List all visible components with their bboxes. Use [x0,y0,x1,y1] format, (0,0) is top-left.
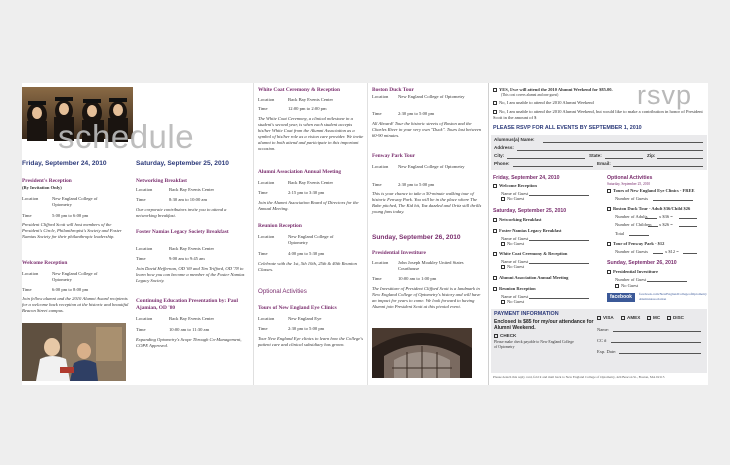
location-label: Location [258,97,275,102]
event-description: Tour New England Eye clinics to learn how the College's patient care and clinical subsidiary has grown. [258,336,364,347]
cc-exp-field[interactable] [619,353,701,354]
checkbox-icon [667,316,671,320]
num-adults-field[interactable] [645,218,657,219]
mailing-instructions: Please detach this reply card, fold it and mail back to New England College of Optometry, 424 Beacon St., Boston, MA 02115 [493,375,665,379]
rsvp-option-yes-label: YES, I/we will attend the 2010 Alumni Weekend for $85.00. [499,87,613,92]
event-location: Back Bay Events Center [169,246,215,251]
event-time: 6:00 pm to 8:00 pm [52,287,89,292]
fenway-guests-label: Number of Guests [615,249,648,254]
time-label: Time [372,276,382,281]
state-field[interactable] [605,158,643,159]
amex-label: AMEX [627,315,641,320]
checkbox-icon [493,218,497,222]
event-time: 2:30 pm to 5:00 pm [398,182,435,187]
rsvp-day-friday: Friday, September 24, 2010 [493,175,560,181]
visa-option[interactable] [597,315,614,320]
state-label: State: [589,153,602,158]
event-time: 8:30 am to 10:00 am [169,197,208,202]
email-field[interactable] [613,166,703,167]
event-description: Join the Alumni Association Board of Directors for the Annual Meeting. [258,200,359,211]
guest-name-label: Name of Guest [501,294,529,299]
rsvp-investiture[interactable] [607,269,658,274]
event-description: Expanding Optometry's Scope Through Co-Management, COPE Approved. [136,337,242,348]
total-label: Total [615,231,625,236]
event-location: New England College of Optometry [52,271,98,282]
checkbox-icon [647,316,651,320]
rsvp-fenway-label: Tour of Fenway Park - $12 [613,241,665,246]
guest-name-field[interactable] [529,195,589,196]
event-location: Back Bay Events Center [169,316,215,321]
event-title: Fenway Park Tour [372,153,416,159]
num-guest-label: Number of Guest [615,277,647,282]
event-location: Back Bay Events Center [169,187,215,192]
event-time: 10:00 am to 11:30 am [169,327,210,332]
event-title: Networking Breakfast [136,178,187,184]
time-label: Time [136,197,146,202]
day-heading: Saturday, September 25, 2010 [136,160,229,167]
event-title: Welcome Reception [22,260,68,266]
panel-saturday [133,83,253,385]
checkbox-icon [494,334,498,338]
rsvp-option-contribute-label: No, I am unable to attend the 2010 Alumni Weekend, but would like to make a contribution in honor of President Scott in the amount of $ [493,109,703,120]
address-field[interactable] [517,150,703,151]
cc-name-field[interactable] [613,331,701,332]
cc-number-label: CC # [597,338,607,343]
guest-name-field[interactable] [529,298,589,299]
checkbox-icon [501,197,505,201]
checkbox-icon [607,270,611,274]
event-time: 9:00 am to 9:45 am [169,256,205,261]
rsvp-annual[interactable] [493,275,568,280]
visa-label: VISA [603,315,614,320]
event-time: 5:00 pm to 6:00 pm [52,213,89,218]
event-location: New England College of Optometry [52,196,98,207]
guest-name-label: Name of Guest [501,191,529,196]
day-heading: Friday, September 24, 2010 [22,160,107,167]
location-label: Location [136,187,153,192]
event-description: The Investiture of President Clifford Scott is a landmark in New England College of Optometry's history and will have an impact for years to come. We look forward to having Alumni join President Scott at this pivotal event. [372,286,481,309]
event-title: Boston Duck Tour [372,87,414,93]
rsvp-whitecoat-label: White Coat Ceremony & Reception [499,251,568,256]
cc-exp-label: Exp. Date: [597,349,617,354]
no-guest-option[interactable] [501,264,524,269]
contact-form [491,135,707,170]
children-price: x $26 = [659,222,673,227]
checkbox-icon [493,88,497,92]
checkbox-icon [607,189,611,193]
event-description: Join David Heffernan, OD '69 and Tim Trifford, OD '78 to learn how you can become a member of the Foster Namias Legacy Society. [136,266,245,283]
payment-title: PAYMENT INFORMATION [494,311,559,317]
rsvp-option-yes[interactable] [493,87,643,92]
no-guest-option[interactable] [615,283,638,288]
check-note: Please make check payable to New England College of Optometry [494,340,574,349]
zip-label: Zip: [647,153,656,158]
event-location: Back Bay Events Center [288,97,334,102]
checkbox-icon [493,101,497,105]
rsvp-whitecoat[interactable] [493,251,567,256]
rsvp-duck-label: Boston Duck Tour - Adult $36/Child $26 [613,206,691,211]
adults-price: x $36 = [659,214,673,219]
no-guest-option[interactable] [501,241,524,246]
rsvp-option-no[interactable] [493,100,594,105]
event-location: Back Bay Events Center [288,180,334,185]
guest-name-field[interactable] [529,263,589,264]
phone-field[interactable] [513,166,593,167]
no-guest-label: No Guest [507,196,525,201]
event-time: 2:30 pm to 5:00 pm [398,111,435,116]
time-label: Time [136,327,146,332]
event-title: Tours of New England Eye Clinics [258,305,337,311]
num-children-label: Number of Children [615,222,652,227]
checkbox-icon [607,242,611,246]
time-label: Time [22,287,32,292]
event-time: 10:00 am to 1:00 pm [398,276,437,281]
location-label: Location [258,316,275,321]
rsvp-deadline: PLEASE RSVP FOR ALL EVENTS BY SEPTEMBER 1, 2010 [493,125,642,131]
adults-total-field[interactable] [679,218,697,219]
mc-label: MC [653,315,661,320]
location-label: Location [136,246,153,251]
event-title: Presidential Investiture [372,250,426,256]
event-description: President Clifford Scott will host members of the President's Circle, Philanthropist's Society and Foster Namias Society for their philanthropic leadership. [22,222,122,239]
rsvp-investiture-label: Presidential Investiture [613,269,658,274]
event-location: New England College of Optometry [398,94,465,99]
location-label: Location [372,260,389,265]
city-field[interactable] [507,158,585,159]
checkbox-icon [501,242,505,246]
event-description: Our corporate contributors invite you to attend a networking breakfast. [136,207,227,218]
time-label: Time [22,213,32,218]
time-label: Time [136,256,146,261]
event-title: Alumni Association Annual Meeting [258,169,342,175]
facebook-link[interactable]: facebook.com/NewEnglandCollegeofOptometryAlumniAssociation [639,292,707,301]
panel-saturday-cont [253,83,368,385]
rsvp-foster-label: Foster Namias Legacy Breakfast [499,228,562,233]
panel-tours-sunday [367,83,489,385]
rsvp-optional-date: Saturday, September 25, 2010 [607,182,651,186]
rsvp-duck[interactable] [607,206,690,211]
alumni-name-label: Alumnus(a) Name: [494,137,535,142]
location-label: Location [136,316,153,321]
no-guest-label: No Guest [507,264,525,269]
event-time: 12:00 pm to 2:00 pm [288,106,327,111]
payment-enclosed: Enclosed is $85 for my/our attendance for Alumni Weekend. [494,319,594,331]
event-location: New England College of Optometry [288,234,334,245]
event-title: Foster Namias Legacy Society Breakfast [136,229,229,235]
alumni-name-field[interactable] [543,142,703,143]
num-children-field[interactable] [648,226,658,227]
time-label: Time [372,111,382,116]
rsvp-reunion[interactable] [493,286,536,291]
disc-option[interactable] [667,315,684,320]
location-label: Location [258,234,275,239]
no-guest-label: No Guest [507,241,525,246]
event-time: 2:15 pm to 3:30 pm [288,190,325,195]
location-label: Location [22,271,39,276]
event-description: All Aboard! Tour the historic streets of Boston and the Charles River in your very own "Duck". Tours last between 60-90 minutes. [372,121,482,138]
rsvp-welcome[interactable] [493,183,537,188]
num-adults-label: Number of Adults [615,214,648,219]
address-label: Address: [494,145,514,150]
rsvp-optional-heading: Optional Activities [607,175,653,181]
rsvp-tours[interactable] [607,188,694,193]
no-guest-label: No Guest [621,283,639,288]
rsvp-option-no-label: No, I am unable to attend the 2010 Alumni Weekend [499,100,594,105]
guest-name-label: Name of Guest [501,259,529,264]
day-heading: Sunday, September 26, 2010 [372,234,461,241]
no-guest-option[interactable] [501,299,524,304]
event-title: White Coat Ceremony & Reception [258,87,340,93]
event-location: New England College of Optometry [398,164,465,169]
zip-field[interactable] [657,158,703,159]
event-description: Join fellow alumni and the 2010 Alumni Award recipients for a welcome back reception at the historic and beautiful Beacon Street campus. [22,296,129,313]
rsvp-option-contribute[interactable] [493,109,703,120]
checkbox-icon [615,284,619,288]
doctor-photo [22,323,126,381]
event-subtitle: (By Invitation Only) [22,185,62,190]
rsvp-networking[interactable] [493,217,542,222]
time-label: Time [258,106,268,111]
cc-name-label: Name: [597,327,609,332]
city-label: City: [494,153,505,158]
checkbox-icon [597,316,601,320]
check-label: CHECK [500,333,517,338]
rsvp-networking-label: Networking Breakfast [499,217,542,222]
fenway-total-field[interactable] [683,253,697,254]
checkbox-icon [501,265,505,269]
fenway-guests-field[interactable] [653,253,663,254]
checkbox-icon [607,207,611,211]
rsvp-tours-label: Tours of New England Eye Clinics - FREE [613,188,695,193]
guest-name-label: Name of Guest [501,236,529,241]
section-heading: Optional Activities [258,288,307,295]
rsvp-foster[interactable] [493,228,561,233]
location-label: Location [372,94,389,99]
event-location: New England Eye [288,316,322,321]
no-guest-option[interactable] [501,196,524,201]
time-label: Time [372,182,382,187]
checkbox-icon [493,252,497,256]
time-label: Time [258,190,268,195]
facebook-badge[interactable]: facebook [607,293,635,302]
amex-option[interactable] [621,315,640,320]
total-field[interactable] [629,235,649,236]
event-description: The White Coat Ceremony, a clinical milestone in a student's second year, is when each student accepts his/her White Coat from the Alumni Association as a symbol of his/her role as a vision care provider. We invite alumni to both attend and participate in this important occasion. [258,116,364,151]
checkbox-icon [493,110,497,114]
rsvp-welcome-label: Welcome Reception [499,183,537,188]
checkbox-icon [493,276,497,280]
event-title: Continuing Education Presentation by: Paul Ajamian, OD '80 [136,298,239,311]
rsvp-day-saturday: Saturday, September 25, 2010 [493,208,567,214]
location-label: Location [22,196,39,201]
rsvp-option-yes-note: (This cost covers alumni and one guest) [501,93,559,97]
fenway-price: x $12 = [665,249,679,254]
guest-name-field[interactable] [529,240,589,241]
event-time: 4:00 pm to 5:30 pm [288,251,325,256]
num-guest-field[interactable] [647,281,687,282]
location-label: Location [372,164,389,169]
time-label: Time [258,251,268,256]
checkbox-icon [621,316,625,320]
check-option[interactable] [494,333,516,338]
email-label: Email: [597,161,611,166]
event-description: This is your chance to take a 50-minute walking tour of historic Fenway Park. You will be in the place where The Babe pitched, The Kid hit, Yaz dazzled and Ortiz still thrills young fans today. [372,191,482,214]
time-label: Time [258,326,268,331]
checkbox-icon [493,287,497,291]
checkbox-icon [493,184,497,188]
event-title: Reunion Reception [258,223,302,229]
rsvp-card [488,80,709,385]
payment-section [491,309,707,373]
event-description: Celebrate with the 1st, 5th 10th, 25th & 40th Reunion Classes. [258,261,357,272]
location-label: Location [258,180,275,185]
architecture-photo [372,328,472,378]
event-time: 2:30 pm to 5:00 pm [288,326,325,331]
mc-option[interactable] [647,315,660,320]
children-total-field[interactable] [679,226,697,227]
rsvp-reunion-label: Reunion Reception [499,286,536,291]
num-guests-label: Number of Guests [615,196,648,201]
rsvp-annual-label: Alumni Association Annual Meeting [499,275,569,280]
brochure-sheet [22,80,708,385]
schedule-title: schedule [58,118,195,155]
checkbox-icon [493,229,497,233]
checkbox-icon [501,300,505,304]
event-location: John Joseph Moakley United States Courthouse [398,260,464,271]
event-title: President's Reception [22,178,72,184]
phone-label: Phone: [494,161,510,166]
num-guests-field[interactable] [653,200,693,201]
rsvp-day-sunday: Sunday, September 26, 2010 [607,260,677,266]
cc-number-field[interactable] [611,342,701,343]
disc-label: DISC [673,315,684,320]
rsvp-fenway[interactable] [607,241,664,246]
rsvp-title: rsvp [637,80,693,110]
no-guest-label: No Guest [507,299,525,304]
